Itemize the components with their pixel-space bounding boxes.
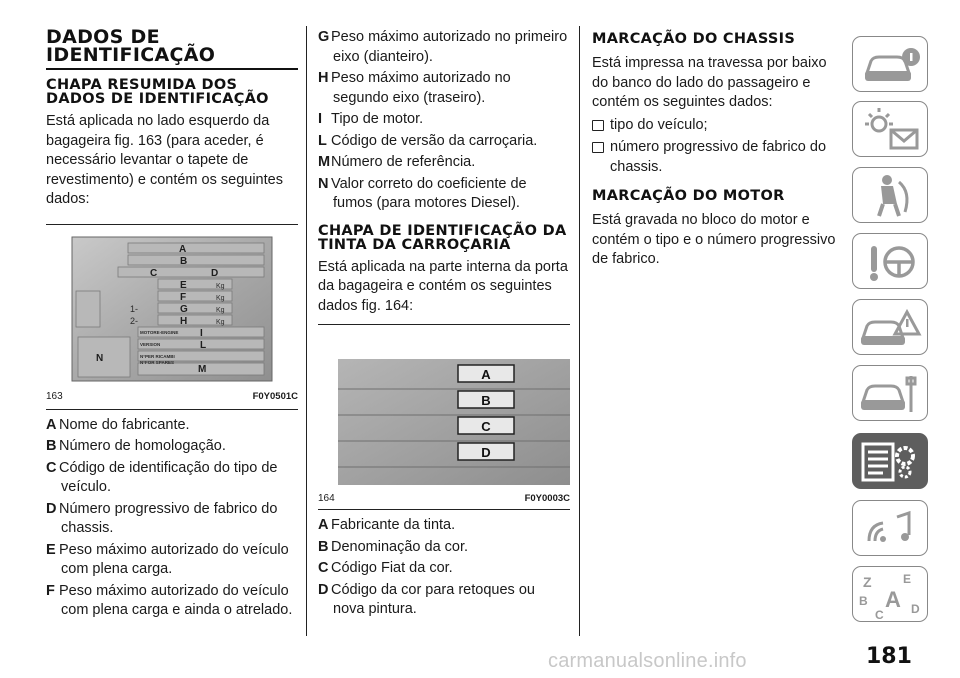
- list-item: H Peso máximo autorizado no segundo eixo (traseiro).: [318, 70, 511, 106]
- list-item: A Nome do fabricante.: [46, 416, 190, 433]
- list-item: L Código de versão da carroçaria.: [318, 132, 538, 149]
- list-item: C Código de identificação do tipo de veículo.: [46, 459, 278, 495]
- plate-label-n: N: [96, 352, 104, 364]
- bullet-item: tipo do veículo;: [592, 116, 844, 136]
- plate-label-b: B: [180, 255, 188, 267]
- plate-legend-list-continued: [318, 28, 570, 214]
- figure-code: F0Y0003C: [524, 493, 570, 504]
- plate-label-a: A: [179, 243, 187, 255]
- tab-seat-safety[interactable]: [852, 167, 928, 223]
- index-letter-c: C: [875, 608, 884, 622]
- plate-unit-f: Kg: [216, 294, 225, 302]
- checkbox-bullet-icon: [592, 120, 604, 131]
- plate-label-l: L: [200, 339, 207, 351]
- plate-label-h: H: [180, 315, 188, 327]
- section-title: DADOS DE IDENTIFICAÇÃO: [46, 26, 216, 66]
- figure-caption: [46, 390, 298, 403]
- intro-paragraph: Está aplicada na parte interna da porta da bagageira e contém os seguintes dados fig. 164:: [318, 258, 568, 314]
- index-letter-a: A: [885, 587, 901, 612]
- index-letter-d: D: [911, 602, 920, 616]
- plate-label-g: G: [180, 303, 188, 315]
- plate-label-d: D: [211, 267, 219, 279]
- plate-unit-g: Kg: [216, 306, 225, 314]
- index-letter-b: B: [859, 594, 868, 608]
- plate-label-c: C: [150, 267, 158, 279]
- plate-label-f: F: [180, 291, 187, 303]
- tab-multimedia[interactable]: [852, 500, 928, 556]
- figure-caption: [318, 492, 570, 505]
- column-right: [592, 32, 844, 270]
- index-letter-e: E: [903, 572, 912, 586]
- paint-label-a: A: [481, 367, 491, 382]
- tab-car-info[interactable]: [852, 36, 928, 92]
- paint-legend-list: [318, 516, 570, 620]
- column-divider: [579, 26, 580, 636]
- figure-number: 164: [318, 493, 335, 504]
- column-divider: [306, 26, 307, 636]
- paragraph: Está gravada no bloco do motor e contém o tipo e o número progressivo de fabrico.: [592, 212, 836, 267]
- plate-unit-e: Kg: [216, 282, 225, 290]
- figure-163: [46, 224, 298, 410]
- checkbox-bullet-icon: [592, 142, 604, 153]
- paragraph: Está impressa na travessa por baixo do banco do lado do passageiro e contém os seguintes dados:: [592, 55, 827, 110]
- technical-data-icon: [853, 434, 929, 490]
- figure-number: 163: [46, 390, 63, 402]
- list-item: E Peso máximo autorizado do veículo com plena carga.: [46, 541, 289, 577]
- plate-text-ricambi: N°PER RICAMBI: [140, 353, 175, 359]
- car-breakdown-icon: [853, 300, 929, 356]
- figure-code: F0Y0501C: [252, 390, 298, 402]
- page-number: 181: [866, 644, 912, 669]
- plate-label-i: I: [200, 327, 203, 339]
- plate-label-m: M: [198, 363, 207, 375]
- paint-plate-illustration: [318, 351, 570, 487]
- multimedia-icon: [853, 501, 929, 557]
- list-item: MNúmero de referência.: [318, 154, 476, 170]
- column-left: [46, 28, 298, 621]
- list-item: C Código Fiat da cor.: [318, 560, 453, 576]
- tab-breakdown[interactable]: [852, 299, 928, 355]
- alphabetical-index-icon: [853, 567, 929, 623]
- plate-text-spares: N°FOR SPARES: [140, 359, 174, 365]
- tab-technical-data[interactable]: [852, 433, 928, 489]
- tab-maintenance[interactable]: [852, 365, 928, 421]
- paint-label-d: D: [481, 445, 491, 460]
- intro-paragraph: Está aplicada no lado esquerdo da bagageira fig. 163 (para aceder, é necessário levantar o tapete de revestimento) e contém os seguintes dados:: [46, 113, 283, 207]
- subsection-title: MARCAÇÃO DO MOTOR: [592, 188, 785, 204]
- list-item: A Fabricante da tinta.: [318, 517, 456, 533]
- car-info-icon: [853, 37, 929, 93]
- tab-index[interactable]: [852, 566, 928, 622]
- plate-row-1: 1-: [130, 303, 139, 314]
- tab-steering[interactable]: [852, 233, 928, 289]
- title-underline: [46, 68, 298, 70]
- plate-label-e: E: [180, 279, 187, 291]
- subsection-title: CHAPA DE IDENTIFICAÇÃO DA TINTA DA CARROÇARIA: [318, 222, 567, 253]
- figure-164: [318, 324, 570, 510]
- plate-row-2: 2-: [130, 315, 139, 326]
- subsection-title: CHAPA RESUMIDA DOS DADOS DE IDENTIFICAÇÃO: [46, 77, 269, 107]
- list-item: D Código da cor para retoques ou nova pintura.: [318, 581, 535, 617]
- column-middle: [318, 28, 570, 620]
- list-item: F Peso máximo autorizado do veículo com plena carga e ainda o atrelado.: [46, 582, 293, 618]
- plate-unit-h: Kg: [216, 318, 225, 326]
- list-item: N Valor correto do coeficiente de fumos (para motores Diesel).: [318, 175, 527, 211]
- index-letter-z: Z: [863, 574, 872, 590]
- subsection-title: MARCAÇÃO DO CHASSIS: [592, 31, 796, 47]
- list-item: D Número progressivo de fabrico do chassis.: [46, 500, 278, 536]
- id-plate-illustration: [46, 233, 298, 385]
- plate-text-engine: MOTORE-ENGINE: [140, 329, 179, 335]
- paint-label-c: C: [481, 419, 491, 434]
- watermark: carmanualsonline.info: [548, 650, 747, 672]
- paint-label-b: B: [481, 393, 491, 408]
- warning-lights-icon: [853, 102, 929, 158]
- steering-wheel-icon: [853, 234, 929, 290]
- plate-text-version: VERSION: [140, 341, 161, 347]
- list-item: I Tipo de motor.: [318, 111, 424, 127]
- list-item: G Peso máximo autorizado no primeiro eixo (dianteiro).: [318, 29, 568, 65]
- bullet-item: número progressivo de fabrico do chassis.: [592, 138, 844, 177]
- seat-safety-icon: [853, 168, 929, 224]
- car-maintenance-icon: [853, 366, 929, 422]
- plate-legend-list: [46, 416, 298, 621]
- list-item: B Número de homologação.: [46, 438, 226, 454]
- tab-warning-lights[interactable]: [852, 101, 928, 157]
- list-item: B Denominação da cor.: [318, 538, 469, 555]
